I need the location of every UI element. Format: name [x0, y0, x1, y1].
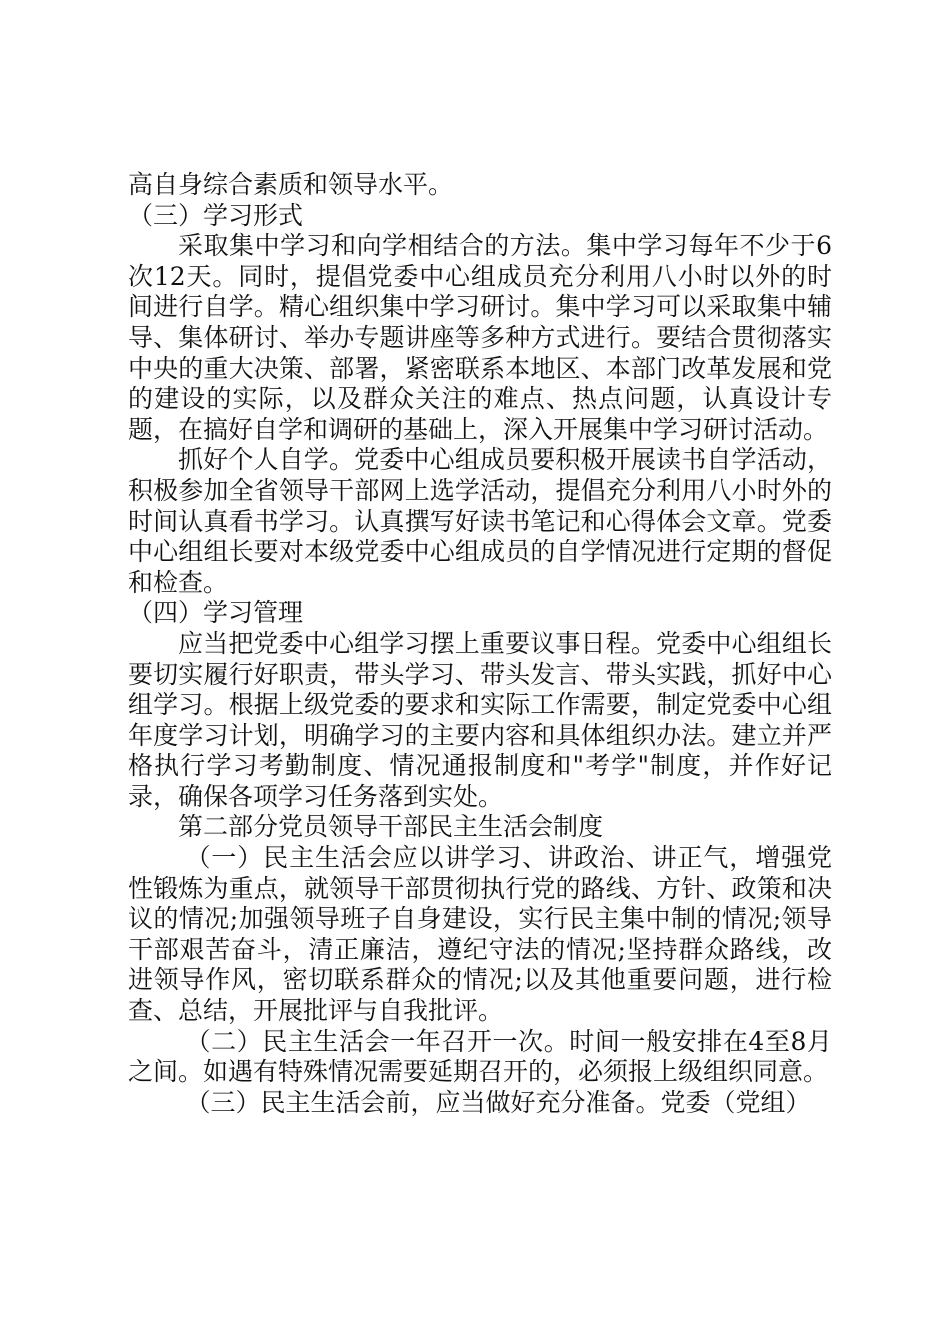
document-body	[128, 170, 832, 1118]
paragraph-self-study: 抓好个人自学。党委中心组成员要积极开展读书自学活动，积极参加全省领导干部网上选学活动，提倡充分利用八小时外的时间认真看书学习。认真撰写好读书笔记和心得体会文章。党委中心组组长要对本级党委中心组成员的自学情况进行定期的督促和检查。	[128, 445, 832, 597]
paragraph-item-two: （二）民主生活会一年召开一次。时间一般安排在4至8月之间。如遇有特殊情况需要延期召开的，必须报上级组织同意。	[128, 1026, 832, 1087]
section-heading-learning-form: （三）学习形式	[128, 200, 304, 230]
paragraph-learning-management: 应当把党委中心组学习摆上重要议事日程。党委中心组组长要切实履行好职责，带头学习、带头发言、带头实践，抓好中心组学习。根据上级党委的要求和实际工作需要，制定党委中心组年度学习计划，明确学习的主要内容和具体组织办法。建立并严格执行学习考勤制度、情况通报制度和"考学"制度，并作好记录，确保各项学习任务落到实处。	[128, 628, 832, 811]
paragraph-continuation: 高自身综合素质和领导水平。	[128, 170, 454, 199]
section-heading-learning-management: （四）学习管理	[128, 598, 304, 628]
paragraph-centralized-study: 采取集中学习和向学相结合的方法。集中学习每年不少于6次12天。同时，提倡党委中心组成员充分利用八小时以外的时间进行自学。精心组织集中学习研讨。集中学习可以采取集中辅导、集体研讨、举办专题讲座等多种方式进行。要结合贯彻落实中央的重大决策、部署，紧密联系本地区、本部门改革发展和党的建设的实际，以及群众关注的难点、热点问题，认真设计专题，在搞好自学和调研的基础上，深入开展集中学习研讨活动。	[128, 231, 832, 444]
part-heading-democratic-life: 第二部分党员领导干部民主生活会制度	[178, 812, 604, 842]
paragraph-item-three: （三）民主生活会前，应当做好充分准备。党委（党组）	[185, 1087, 811, 1117]
paragraph-item-one: （一）民主生活会应以讲学习、讲政治、讲正气，增强党性锻炼为重点，就领导干部贯彻执行党的路线、方针、政策和决议的情况;加强领导班子自身建设，实行民主集中制的情况;领导干部艰苦奋斗，清正廉洁，遵纪守法的情况;坚持群众路线，改进领导作风，密切联系群众的情况;以及其他重要问题，进行检查、总结，开展批评与自我批评。	[128, 843, 832, 1026]
